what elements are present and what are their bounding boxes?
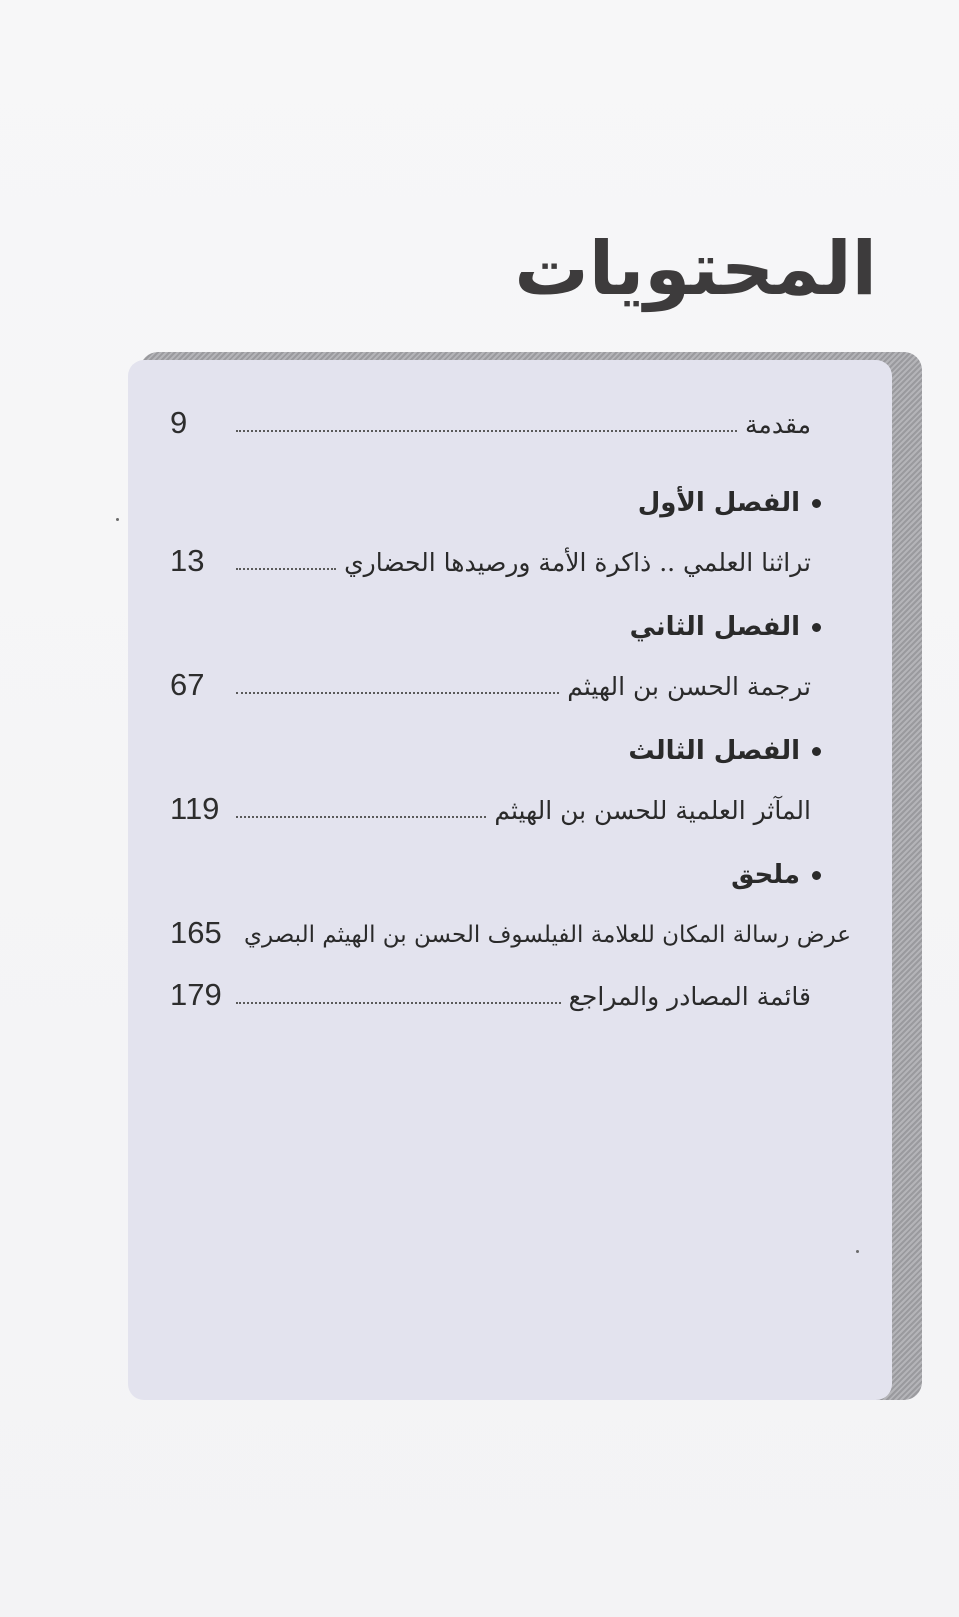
page-number: 67 [170,667,205,702]
entry-title: المآثر العلمية للحسن بن الهيثم [494,796,811,825]
chapter-heading-appendix [731,860,821,890]
entry-title: مقدمة [745,410,811,439]
dot-leader [236,1001,561,1004]
page-number: 13 [170,543,205,578]
chapter-label: الفصل الثاني [629,612,800,642]
chapter-label: الفصل الثالث [628,736,800,766]
bullet-icon [812,499,821,508]
chapter-label: الفصل الأول [637,488,800,518]
page-number: 119 [170,791,220,826]
page-number: 9 [170,405,188,440]
dot-leader [236,429,737,432]
page-title: المحتويات [514,226,877,312]
paper-speck [116,518,119,521]
entry-title: قائمة المصادر والمراجع [568,982,811,1011]
entry-title: ترجمة الحسن بن الهيثم [567,672,811,701]
chapter-heading-2 [630,612,821,642]
toc-entry-references[interactable] [170,968,811,1012]
toc-entry-appendix[interactable] [170,906,851,950]
chapter-heading-3 [628,736,821,766]
toc-entry-introduction[interactable] [170,396,811,440]
bullet-icon [812,747,821,756]
chapter-heading-1 [638,488,821,518]
page-number: 165 [170,915,222,950]
toc-entry-chapter-3[interactable] [170,782,811,826]
chapter-label: ملحق [731,860,800,890]
dot-leader [236,691,559,694]
paper-speck [856,1250,859,1253]
dot-leader [236,815,486,818]
entry-title: عرض رسالة المكان للعلامة الفيلسوف الحسن بن الهيثم البصري [244,922,851,949]
dot-leader [236,567,336,570]
bullet-icon [812,871,821,880]
entry-title: تراثنا العلمي .. ذاكرة الأمة ورصيدها الحضاري [344,548,811,577]
toc-entry-chapter-2[interactable] [170,658,811,702]
toc-entry-chapter-1[interactable] [170,534,811,578]
bullet-icon [812,623,821,632]
page-number: 179 [170,977,222,1012]
